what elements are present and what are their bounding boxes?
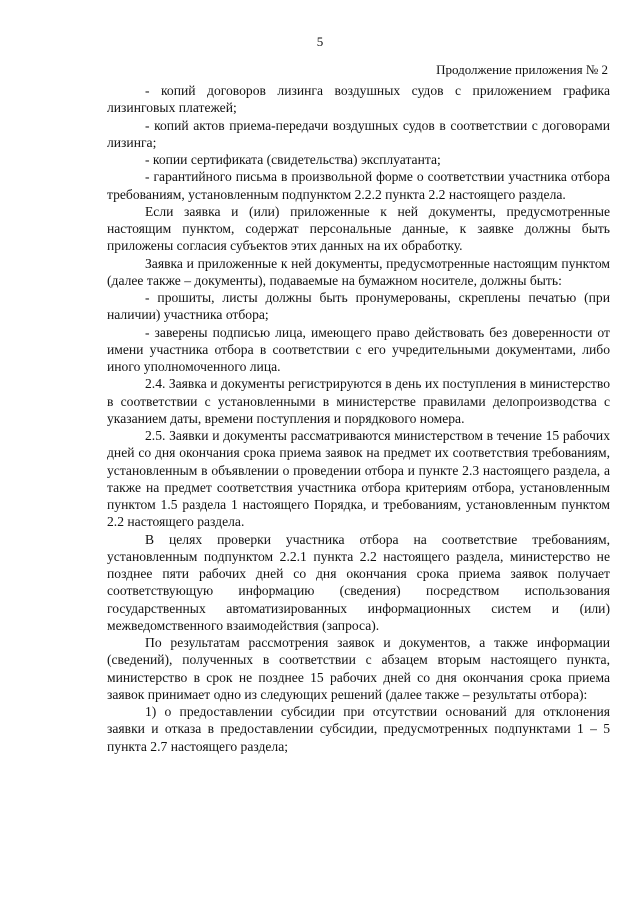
continuation-label: Продолжение приложения № 2 [436,62,608,77]
paragraph: - заверены подписью лица, имеющего право действовать без доверенности от имени участника отбора в соответствии с его учредительными документами, либо иного уполномоченного лица. [107,324,610,374]
paragraph: По результатам рассмотрения заявок и документов, а также информации (сведений), полученных в соответствии с абзацем вторым настоящего пункта, министерство в срок не позднее 15 рабочих дней со дня окончания срока приема заявок принимает одно из следующих решений (далее также – результаты отбора): [107,635,610,702]
paragraph-section-2-4: 2.4. Заявка и документы регистрируются в день их поступления в министерство в соответствии с установленными в министерстве правилами делопроизводства с указанием даты, времени поступления и порядкового номера. [107,376,610,426]
paragraph: В целях проверки участника отбора на соответствие требованиям, установленным подпунктом 2.2.1 пункта 2.2 настоящего раздела, министерство не позднее пяти рабочих дней со дня окончания срока приема заявок получает соответствующую информацию (сведения) посредством использования государственных автоматизированных информационных систем и (или) межведомственного взаимодействия (запроса). [107,531,610,633]
paragraph: Заявка и приложенные к ней документы, предусмотренные настоящим пунктом (далее также – документы), подаваемые на бумажном носителе, должны быть: [107,255,610,288]
paragraph: - прошиты, листы должны быть пронумерованы, скреплены печатью (при наличии) участника отбора; [107,290,610,323]
paragraph: - копий договоров лизинга воздушных судов с приложением графика лизинговых платежей; [107,83,610,116]
page-number: 5 [316,34,324,49]
document-body [107,82,610,755]
paragraph-list-item-1: 1) о предоставлении субсидии при отсутствии оснований для отклонения заявки и отказа в предоставлении субсидии, предусмотренных подпунктами 1 – 5 пункта 2.7 настоящего раздела; [107,704,610,754]
paragraph: Если заявка и (или) приложенные к ней документы, предусмотренные настоящим пунктом, содержат персональные данные, к заявке должны быть приложены согласия субъектов этих данных на их обработку. [107,203,610,254]
paragraph: - копий актов приема-передачи воздушных судов в соответствии с договорами лизинга; [107,117,610,150]
paragraph: - гарантийного письма в произвольной форме о соответствии участника отбора требованиям, установленным подпунктом 2.2.2 пункта 2.2 настоящего раздела. [107,169,610,202]
paragraph-section-2-5: 2.5. Заявки и документы рассматриваются министерством в течение 15 рабочих дней со дня окончания срока приема заявок на предмет их соответствия требованиям, установленным в объявлении о проведении отбора и пункте 2.3 настоящего раздела, а также на предмет соответствия участника отбора критериям отбора, установленным пунктом 1.5 раздела 1 настоящего Порядка, и требованиям, установленным пунктом 2.2 настоящего раздела. [107,428,610,530]
paragraph: - копии сертификата (свидетельства) эксплуатанта; [145,152,441,167]
